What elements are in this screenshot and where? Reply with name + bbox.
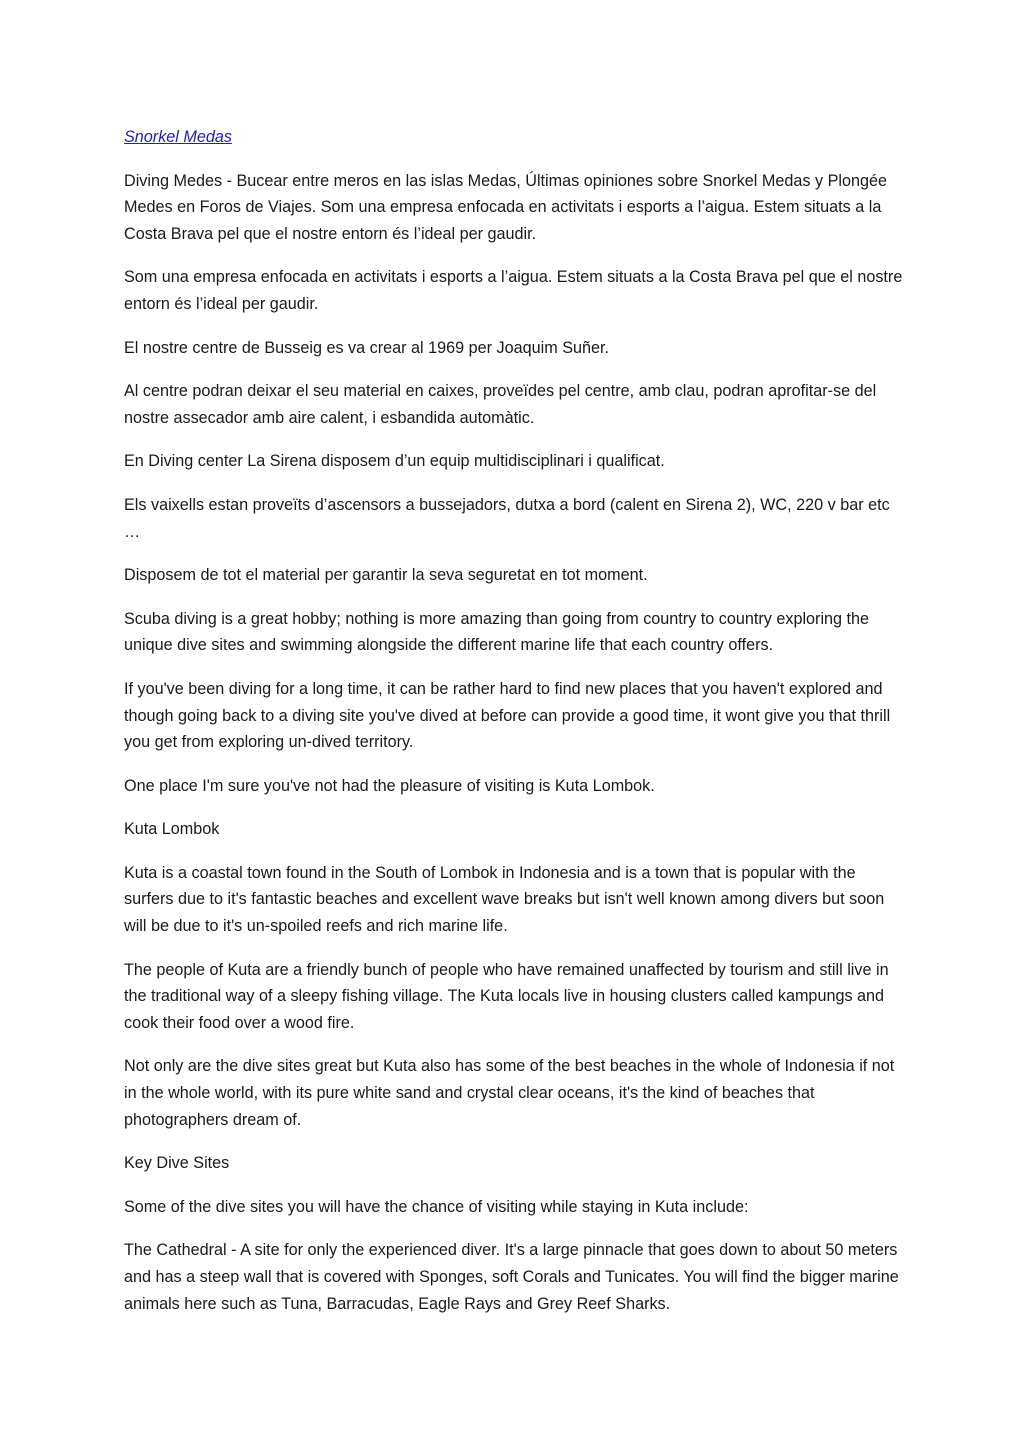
paragraph: The Cathedral - A site for only the experienced diver. It's a large pinnacle that goes down to about 50 meters and has a steep wall that is covered with Sponges, soft Corals and Tunicates. You will find the bigger marine animals here such as Tuna, Barracudas, Eagle Rays and Grey Reef Sharks.: [124, 1241, 899, 1313]
section-heading-kuta-lombok: Kuta Lombok: [124, 820, 220, 839]
paragraph: If you've been diving for a long time, it can be rather hard to find new places that you haven't explored and though going back to a diving site you've dived at before can provide a good time, it wont give you that thrill you get from exploring un-dived territory.: [124, 679, 891, 752]
document-body: [124, 124, 904, 1334]
paragraph: Al centre podran deixar el seu material en caixes, proveïdes pel centre, amb clau, podran aprofitar-se del nostre assecador amb aire calent, i esbandida automàtic.: [124, 382, 877, 427]
paragraph: Disposem de tot el material per garantir la seva seguretat en tot moment.: [124, 566, 648, 585]
paragraph: Scuba diving is a great hobby; nothing is more amazing than going from country to country exploring the unique dive sites and swimming alongside the different marine life that each country offers.: [124, 609, 870, 655]
paragraph: One place I'm sure you've not had the pleasure of visiting is Kuta Lombok.: [124, 776, 655, 795]
paragraph: El nostre centre de Busseig es va crear al 1969 per Joaquim Suñer.: [124, 338, 609, 357]
paragraph: En Diving center La Sirena disposem d’un equip multidisciplinari i qualificat.: [124, 452, 665, 471]
paragraph-intro: Diving Medes - Bucear entre meros en las islas Medas, Últimas opiniones sobre Snorkel Medas y Plongée Medes en Foros de Viajes. Som una empresa enfocada en activitats i esports a l’aigua. Estem situats a la Costa Brava pel que el nostre entorn és l’ideal per gaudir.: [124, 171, 887, 243]
paragraph: Els vaixells estan proveïts d’ascensors a bussejadors, dutxa a bord (calent en Sirena 2), WC, 220 v bar etc …: [124, 495, 890, 541]
paragraph: Not only are the dive sites great but Kuta also has some of the best beaches in the whole of Indonesia if not in the whole world, with its pure white sand and crystal clear oceans, it's the kind of beaches that photographers dream of.: [124, 1057, 895, 1129]
paragraph: Som una empresa enfocada en activitats i esports a l’aigua. Estem situats a la Costa Brava pel que el nostre entorn és l’ideal per gaudir.: [124, 268, 903, 313]
paragraph: The people of Kuta are a friendly bunch of people who have remained unaffected by tourism and still live in the traditional way of a sleepy fishing village. The Kuta locals live in housing clusters called kampungs and cook their food over a wood fire.: [124, 960, 889, 1032]
section-heading-key-dive-sites: Key Dive Sites: [124, 1154, 230, 1173]
title-link[interactable]: Snorkel Medas: [124, 128, 232, 146]
paragraph: Kuta is a coastal town found in the South of Lombok in Indonesia and is a town that is popular with the surfers due to it's fantastic beaches and excellent wave breaks but isn't well known among divers but soon will be due to it's un-spoiled reefs and rich marine life.: [124, 863, 885, 936]
paragraph: Some of the dive sites you will have the chance of visiting while staying in Kuta include:: [124, 1197, 749, 1216]
